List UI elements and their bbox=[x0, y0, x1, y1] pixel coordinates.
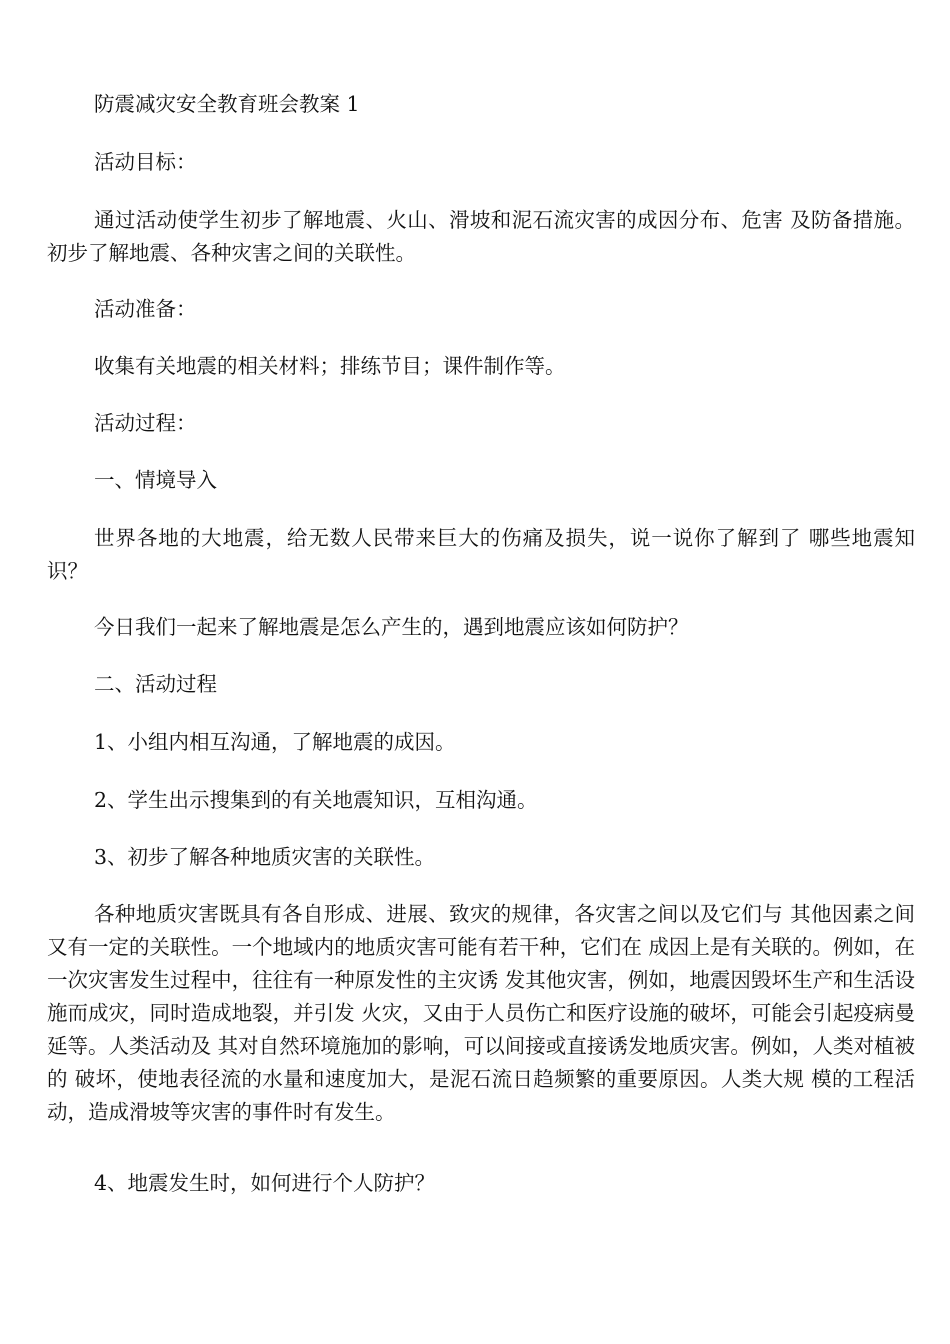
paragraph-intro-body: 世界各地的大地震，给无数人民带来巨大的伤痛及损失，说一说你了解到了 哪些地震知识？ bbox=[47, 526, 915, 583]
section-heading-intro: 一、情境导入 bbox=[94, 468, 217, 492]
paragraph-preparation-body: 收集有关地震的相关材料；排练节目；课件制作等。 bbox=[94, 354, 566, 378]
list-item-step-4: 4、地震发生时，如何进行个人防护？ bbox=[94, 1171, 436, 1195]
list-item-step-2: 2、学生出示搜集到的有关地震知识，互相沟通。 bbox=[94, 788, 538, 812]
section-heading-process: 活动过程： bbox=[94, 411, 197, 435]
paragraph-disaster-correlation: 各种地质灾害既具有各自形成、进展、致灾的规律，各灾害之间以及它们与 其他因素之间又有一定的关联性。一个地域内的地质灾害可能有若干种，它们在 成因上是有关联的。例如，在一次灾害发生过程中，往往有一种原发性的主灾诱 发其他灾害，例如，地震因毁坏生产和生活设施而成灾，同时造成地裂，并引发 火灾，又由于人员伤亡和医疗设施的破坏，可能会引起疫病曼延等。人类活动及 其对自然环境施加的影响，可以间接或直接诱发地质灾害。例如，人类对植被的 破坏，使地表径流的水量和速度加大，是泥石流日趋频繁的重要原因。人类大规 模的工程活动，造成滑坡等灾害的事件时有发生。 bbox=[47, 902, 915, 1124]
section-heading-activity-goals: 活动目标： bbox=[94, 150, 197, 174]
document-title: 防震减灾安全教育班会教案 1 bbox=[94, 92, 360, 116]
section-heading-preparation: 活动准备： bbox=[94, 297, 197, 321]
paragraph-goals-body: 通过活动使学生初步了解地震、火山、滑坡和泥石流灾害的成因分布、危害 及防备措施。初步了解地震、各种灾害之间的关联性。 bbox=[47, 208, 915, 265]
list-item-step-3: 3、初步了解各种地质灾害的关联性。 bbox=[94, 845, 436, 869]
section-heading-activity-process: 二、活动过程 bbox=[94, 672, 217, 696]
paragraph-intro-question: 今日我们一起来了解地震是怎么产生的，遇到地震应该如何防护？ bbox=[94, 615, 689, 639]
list-item-step-1: 1、小组内相互沟通，了解地震的成因。 bbox=[94, 730, 456, 754]
